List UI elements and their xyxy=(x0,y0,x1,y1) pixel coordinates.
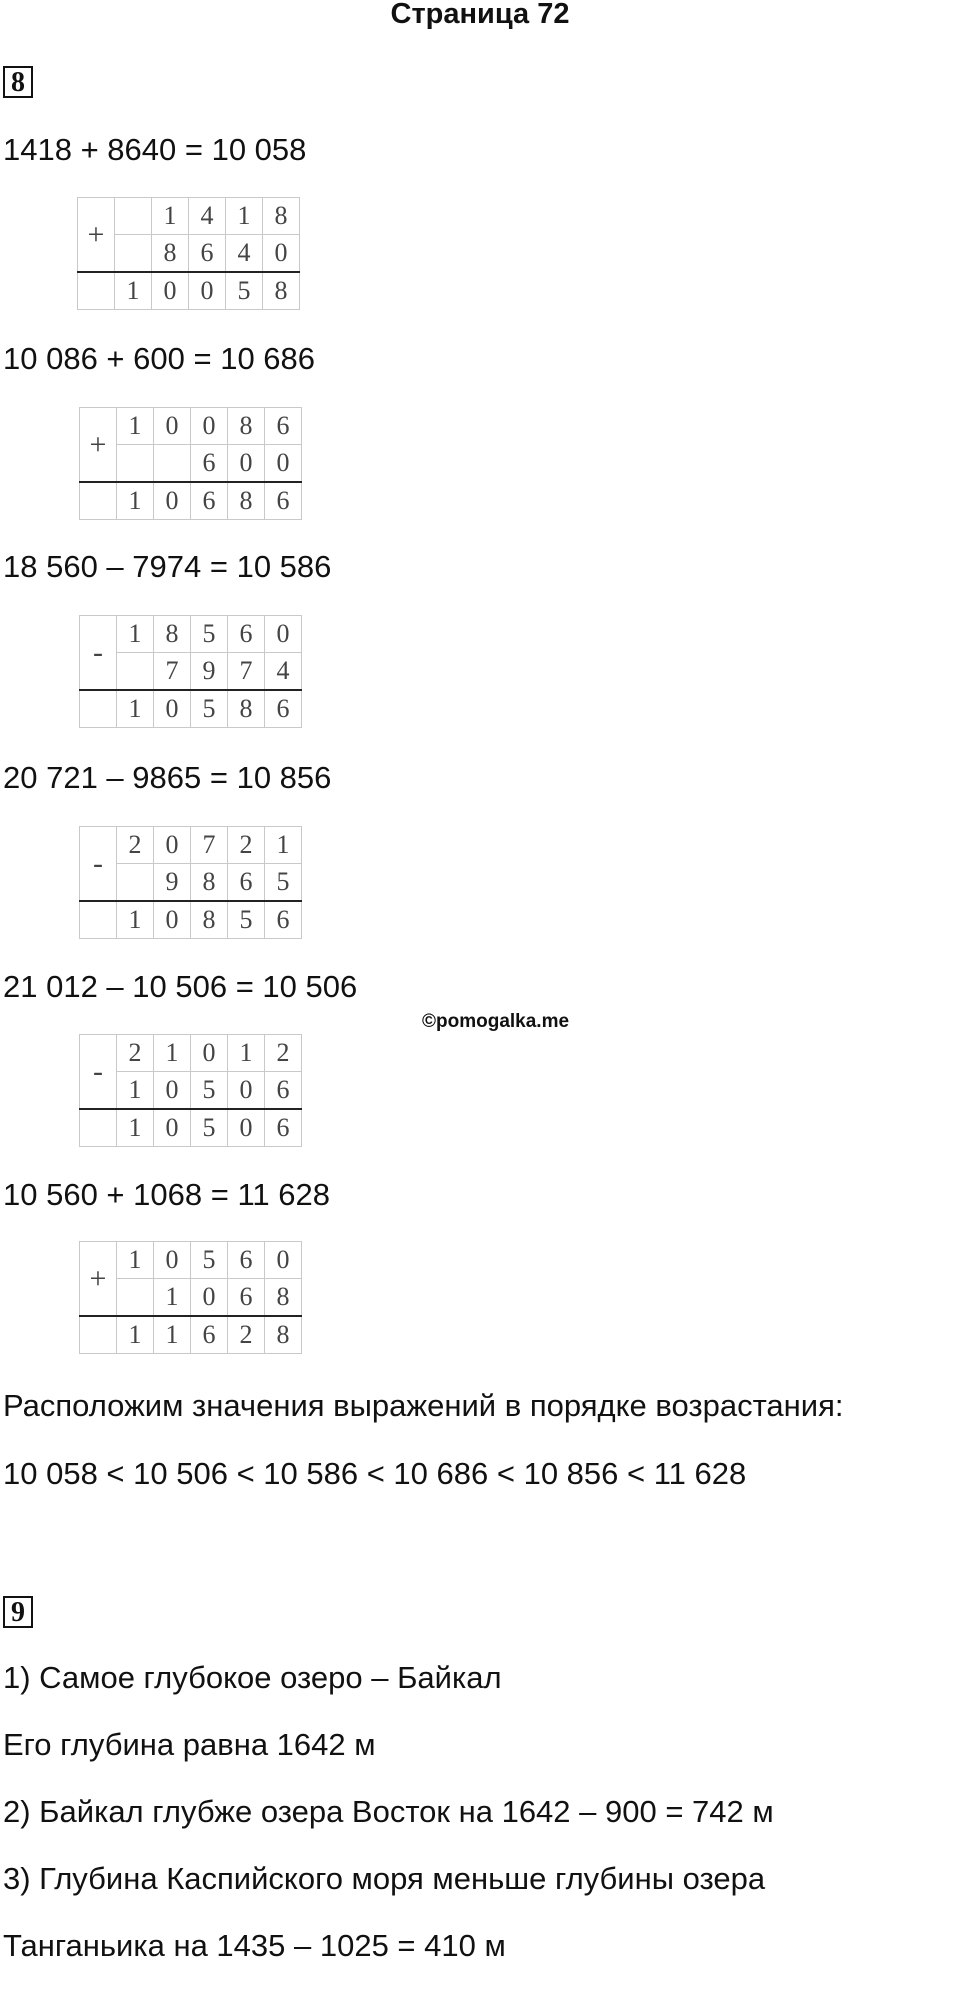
grid-row xyxy=(78,272,300,310)
grid-row xyxy=(80,1242,302,1279)
digit-cell: 6 xyxy=(265,690,302,728)
column-grid xyxy=(79,615,302,728)
digit-cell: 6 xyxy=(191,482,228,520)
digit-cell: 8 xyxy=(263,198,300,235)
digit-cell: 0 xyxy=(265,1242,302,1279)
grid-row xyxy=(80,1035,302,1072)
empty-cell xyxy=(80,901,117,939)
digit-cell: 0 xyxy=(189,272,226,310)
grid-row xyxy=(80,1109,302,1147)
digit-cell: 1 xyxy=(117,901,154,939)
operator-cell: - xyxy=(80,616,117,691)
task9-line-5: Танганьика на 1435 – 1025 = 410 м xyxy=(3,1928,506,1963)
digit-cell: 0 xyxy=(154,482,191,520)
digit-cell xyxy=(115,235,152,273)
operator-cell: + xyxy=(78,198,115,273)
digit-cell: 7 xyxy=(154,653,191,691)
digit-cell: 8 xyxy=(191,901,228,939)
grid-row xyxy=(78,198,300,235)
digit-cell: 4 xyxy=(265,653,302,691)
digit-cell: 1 xyxy=(154,1316,191,1354)
operator-cell: + xyxy=(80,408,117,483)
column-calc-2 xyxy=(79,407,302,520)
digit-cell: 1 xyxy=(117,482,154,520)
digit-cell: 2 xyxy=(228,1316,265,1354)
digit-cell: 1 xyxy=(117,1242,154,1279)
digit-cell: 6 xyxy=(228,1242,265,1279)
digit-cell: 2 xyxy=(265,1035,302,1072)
task-9-number: 9 xyxy=(3,1596,33,1628)
digit-cell: 1 xyxy=(117,1316,154,1354)
digit-cell: 6 xyxy=(265,901,302,939)
digit-cell: 1 xyxy=(117,690,154,728)
column-calc-5 xyxy=(79,1034,302,1147)
digit-cell: 8 xyxy=(191,864,228,902)
digit-cell: 1 xyxy=(226,198,263,235)
digit-cell: 0 xyxy=(265,445,302,483)
digit-cell: 6 xyxy=(265,408,302,445)
digit-cell: 1 xyxy=(117,408,154,445)
digit-cell xyxy=(117,445,154,483)
digit-cell: 0 xyxy=(228,445,265,483)
watermark: ©pomogalka.me xyxy=(422,1011,570,1032)
task9-line-4: 3) Глубина Каспийского моря меньше глубины озера xyxy=(3,1861,766,1896)
digit-cell: 5 xyxy=(228,901,265,939)
digit-cell: 1 xyxy=(117,1072,154,1110)
digit-cell: 5 xyxy=(191,1242,228,1279)
digit-cell: 0 xyxy=(263,235,300,273)
digit-cell: 6 xyxy=(228,864,265,902)
digit-cell xyxy=(154,445,191,483)
digit-cell: 0 xyxy=(152,272,189,310)
digit-cell: 7 xyxy=(191,827,228,864)
digit-cell: 8 xyxy=(228,690,265,728)
task9-line-1: 1) Самое глубокое озеро – Байкал xyxy=(3,1660,502,1695)
column-grid xyxy=(77,197,300,310)
empty-cell xyxy=(80,482,117,520)
operator-cell: - xyxy=(80,827,117,902)
digit-cell: 8 xyxy=(228,482,265,520)
column-grid xyxy=(79,1034,302,1147)
digit-cell: 5 xyxy=(191,1109,228,1147)
column-calc-6 xyxy=(79,1241,302,1354)
digit-cell: 5 xyxy=(191,690,228,728)
digit-cell: 2 xyxy=(228,827,265,864)
empty-cell xyxy=(78,272,115,310)
equation-1: 1418 + 8640 = 10 058 xyxy=(3,132,307,167)
page-title: Страница 72 xyxy=(390,0,570,30)
equation-5: 21 012 – 10 506 = 10 506 xyxy=(3,969,358,1004)
column-calc-4 xyxy=(79,826,302,939)
digit-cell: 6 xyxy=(228,616,265,653)
task-8-number: 8 xyxy=(3,66,33,98)
digit-cell: 4 xyxy=(189,198,226,235)
operator-cell: + xyxy=(80,1242,117,1317)
digit-cell: 5 xyxy=(191,616,228,653)
digit-cell: 8 xyxy=(228,408,265,445)
grid-row xyxy=(80,616,302,653)
digit-cell: 0 xyxy=(154,901,191,939)
digit-cell: 0 xyxy=(154,408,191,445)
digit-cell: 0 xyxy=(191,1279,228,1317)
digit-cell: 0 xyxy=(154,1072,191,1110)
digit-cell: 0 xyxy=(191,408,228,445)
empty-cell xyxy=(80,690,117,728)
grid-row xyxy=(80,1316,302,1354)
digit-cell: 2 xyxy=(117,1035,154,1072)
digit-cell: 5 xyxy=(191,1072,228,1110)
grid-row xyxy=(80,901,302,939)
digit-cell: 7 xyxy=(228,653,265,691)
digit-cell: 1 xyxy=(154,1279,191,1317)
grid-row xyxy=(80,827,302,864)
column-calc-1 xyxy=(77,197,300,310)
digit-cell: 0 xyxy=(265,616,302,653)
digit-cell: 6 xyxy=(265,482,302,520)
digit-cell xyxy=(117,864,154,902)
digit-cell: 0 xyxy=(228,1072,265,1110)
digit-cell: 1 xyxy=(115,272,152,310)
digit-cell: 1 xyxy=(154,1035,191,1072)
digit-cell: 8 xyxy=(265,1316,302,1354)
digit-cell: 8 xyxy=(152,235,189,273)
digit-cell xyxy=(117,1279,154,1317)
order-line: 10 058 < 10 506 < 10 586 < 10 686 < 10 856 < 11 628 xyxy=(3,1456,747,1491)
equation-2: 10 086 + 600 = 10 686 xyxy=(3,341,316,376)
equation-6: 10 560 + 1068 = 11 628 xyxy=(3,1177,330,1212)
empty-cell xyxy=(80,1109,117,1147)
task9-line-2: Его глубина равна 1642 м xyxy=(3,1727,376,1762)
column-grid xyxy=(79,407,302,520)
digit-cell: 8 xyxy=(154,616,191,653)
digit-cell: 0 xyxy=(191,1035,228,1072)
digit-cell xyxy=(117,653,154,691)
equation-4: 20 721 – 9865 = 10 856 xyxy=(3,760,332,795)
digit-cell: 8 xyxy=(263,272,300,310)
digit-cell: 8 xyxy=(265,1279,302,1317)
digit-cell: 0 xyxy=(154,827,191,864)
equation-3: 18 560 – 7974 = 10 586 xyxy=(3,549,332,584)
digit-cell: 0 xyxy=(154,690,191,728)
digit-cell: 6 xyxy=(189,235,226,273)
digit-cell: 9 xyxy=(191,653,228,691)
grid-row xyxy=(80,408,302,445)
column-calc-3 xyxy=(79,615,302,728)
digit-cell: 6 xyxy=(265,1072,302,1110)
digit-cell: 1 xyxy=(265,827,302,864)
digit-cell: 0 xyxy=(154,1242,191,1279)
digit-cell: 1 xyxy=(152,198,189,235)
digit-cell: 6 xyxy=(228,1279,265,1317)
task9-line-3: 2) Байкал глубже озера Восток на 1642 – 900 = 742 м xyxy=(3,1794,774,1829)
digit-cell: 9 xyxy=(154,864,191,902)
digit-cell: 6 xyxy=(265,1109,302,1147)
conclusion-text: Расположим значения выражений в порядке возрастания: xyxy=(3,1388,844,1423)
digit-cell: 6 xyxy=(191,445,228,483)
grid-row xyxy=(80,482,302,520)
digit-cell: 4 xyxy=(226,235,263,273)
digit-cell: 6 xyxy=(191,1316,228,1354)
digit-cell xyxy=(115,198,152,235)
grid-row xyxy=(80,690,302,728)
operator-cell: - xyxy=(80,1035,117,1110)
column-grid xyxy=(79,1241,302,1354)
digit-cell: 2 xyxy=(117,827,154,864)
empty-cell xyxy=(80,1316,117,1354)
digit-cell: 0 xyxy=(228,1109,265,1147)
column-grid xyxy=(79,826,302,939)
digit-cell: 1 xyxy=(117,1109,154,1147)
digit-cell: 1 xyxy=(117,616,154,653)
digit-cell: 5 xyxy=(226,272,263,310)
digit-cell: 5 xyxy=(265,864,302,902)
digit-cell: 0 xyxy=(154,1109,191,1147)
digit-cell: 1 xyxy=(228,1035,265,1072)
